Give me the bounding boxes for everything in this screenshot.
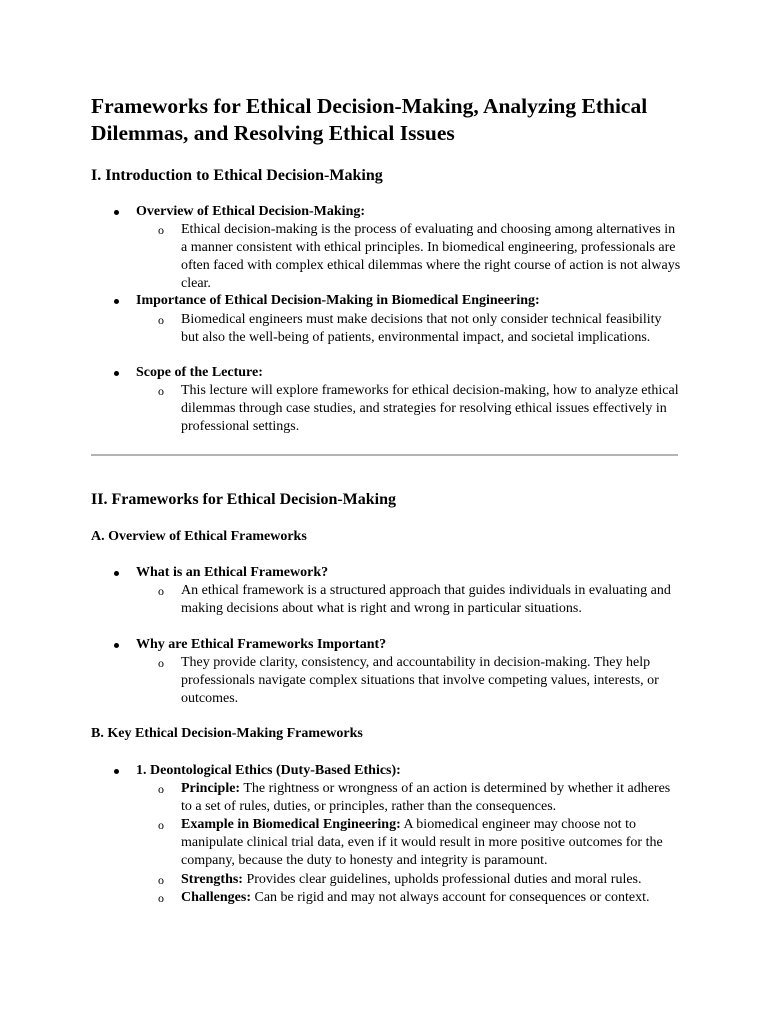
point-principle (181, 780, 681, 816)
point-term: Challenges: (181, 890, 251, 905)
subsection-heading-key-frameworks: B. Key Ethical Decision-Making Frameworks (91, 726, 363, 741)
section-heading-frameworks: II. Frameworks for Ethical Decision-Making (91, 491, 397, 508)
point-term: Principle: (181, 781, 241, 796)
document-title: Frameworks for Ethical Decision-Making, Analyzing Ethical Dilemmas, and Resolving Ethical Issues (91, 94, 648, 145)
bullet-marker (114, 769, 119, 774)
bullet-detail-why-important: They provide clarity, consistency, and accountability in decision-making. They help professionals navigate complex situations that involve competing values, interests, or outcomes. (181, 655, 659, 706)
bullet-label-scope: Scope of the Lecture: (136, 365, 263, 380)
bullet-label-why-important: Why are Ethical Frameworks Important? (136, 637, 387, 652)
bullet-label-what-is-framework: What is an Ethical Framework? (136, 565, 329, 580)
horizontal-divider (91, 454, 678, 456)
sub-bullet-marker: o (158, 384, 164, 398)
bullet-label-importance: Importance of Ethical Decision-Making in Biomedical Engineering: (136, 293, 540, 308)
point-text: Provides clear guidelines, upholds professional duties and moral rules. (242, 872, 642, 887)
point-strengths (181, 871, 681, 889)
sub-bullet-marker: o (158, 223, 164, 237)
sub-bullet-marker: o (158, 873, 164, 887)
subsection-heading-overview: A. Overview of Ethical Frameworks (91, 529, 307, 544)
point-text: A biomedical engineer may choose not to manipulate clinical trial data, even if it would result in more positive outcomes for the company, because the duty to honesty and integrity is paramount. (181, 817, 663, 868)
bullet-marker (114, 643, 119, 648)
bullet-label-deontological: 1. Deontological Ethics (Duty-Based Ethics): (136, 763, 401, 778)
sub-bullet-marker: o (158, 891, 164, 905)
bullet-marker (114, 299, 119, 304)
point-term: Strengths: (181, 872, 243, 887)
bullet-label-overview: Overview of Ethical Decision-Making: (136, 204, 366, 219)
point-text: Can be rigid and may not always account for consequences or context. (251, 890, 650, 905)
section-heading-introduction: I. Introduction to Ethical Decision-Making (91, 167, 383, 184)
bullet-marker (114, 371, 119, 376)
bullet-marker (114, 571, 119, 576)
sub-bullet-marker: o (158, 656, 164, 670)
bullet-detail-what-is-framework: An ethical framework is a structured approach that guides individuals in evaluating and making decisions about what is right and wrong in particular situations. (181, 583, 671, 616)
point-text: The rightness or wrongness of an action is determined by whether it adheres to a set of rules, duties, or principles, rather than the consequences. (181, 781, 671, 814)
sub-bullet-marker: o (158, 313, 164, 327)
bullet-detail-overview: Ethical decision-making is the process of evaluating and choosing among alternatives in a manner consistent with ethical principles. In biomedical engineering, professionals are often faced with complex ethical dilemmas where the right course of action is not always clear. (181, 222, 681, 291)
point-term: Example in Biomedical Engineering: (181, 817, 401, 832)
point-example (181, 816, 681, 870)
sub-bullet-marker: o (158, 818, 164, 832)
bullet-detail-importance: Biomedical engineers must make decisions that not only consider technical feasibility but also the well-being of patients, environmental impact, and societal implications. (181, 312, 662, 345)
point-challenges (181, 889, 681, 907)
bullet-marker (114, 210, 119, 215)
sub-bullet-marker: o (158, 782, 164, 796)
sub-bullet-marker: o (158, 584, 164, 598)
bullet-detail-scope: This lecture will explore frameworks for ethical decision-making, how to analyze ethical dilemmas through case studies, and strategies for resolving ethical issues effectively in professional settings. (181, 383, 679, 434)
